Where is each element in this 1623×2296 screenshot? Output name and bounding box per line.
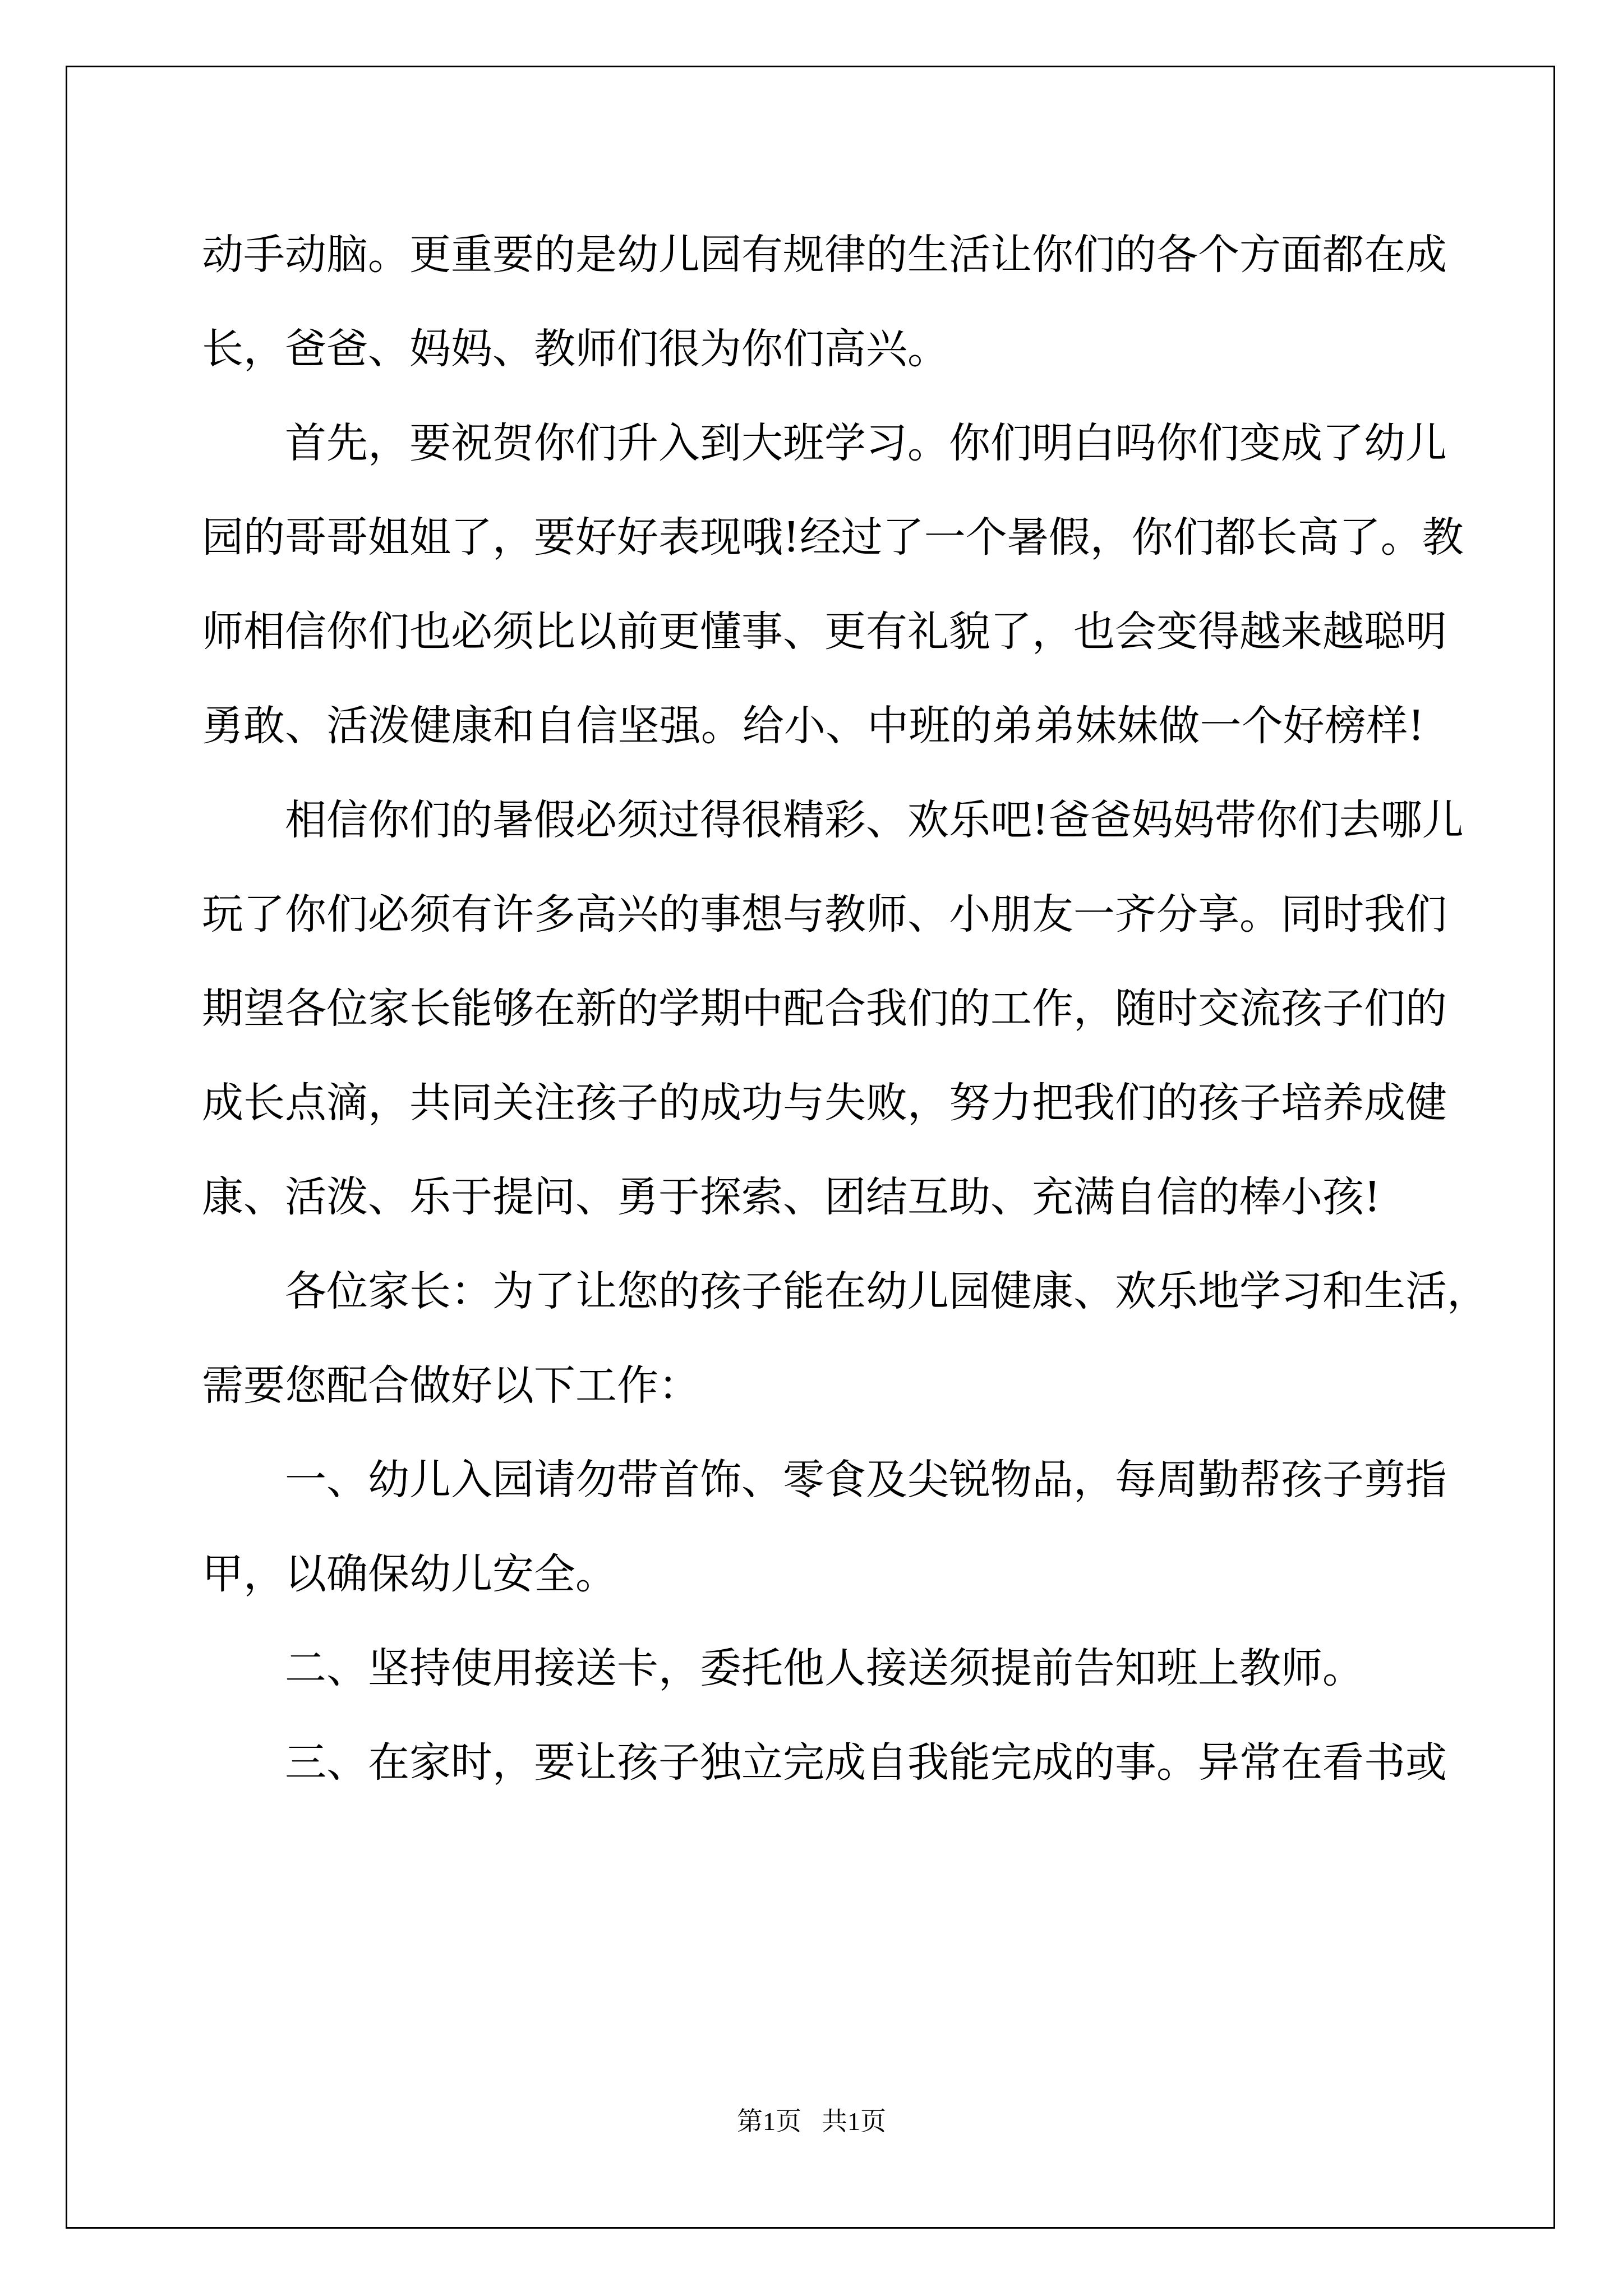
text-line: 勇敢、活泼健康和自信坚强。给小、中班的弟弟妹妹做一个好榜样! xyxy=(202,702,1424,750)
text-line: 师相信你们也必须比以前更懂事、更有礼貌了，也会变得越来越聪明 xyxy=(202,608,1447,656)
text-line: 期望各位家长能够在新的学期中配合我们的工作，随时交流孩子们的 xyxy=(202,984,1447,1033)
text-line: 一、幼儿入园请勿带首饰、零食及尖锐物品，每周勤帮孩子剪指 xyxy=(285,1456,1447,1504)
text-line: 成长点滴，共同关注孩子的成功与失败，努力把我们的孩子培养成健 xyxy=(202,1079,1447,1127)
text-line: 玩了你们必须有许多高兴的事想与教师、小朋友一齐分享。同时我们 xyxy=(202,890,1447,938)
page-total: 共1页 xyxy=(822,2107,886,2136)
text-line: 园的哥哥姐姐了，要好好表现哦!经过了一个暑假，你们都长高了。教 xyxy=(202,513,1464,562)
text-line: 各位家长：为了让您的孩子能在幼儿园健康、欢乐地学习和生活， xyxy=(285,1267,1488,1315)
text-line: 相信你们的暑假必须过得很精彩、欢乐吧!爸爸妈妈带你们去哪儿 xyxy=(285,796,1464,844)
page-number: 第1页 xyxy=(737,2107,801,2136)
page-footer xyxy=(0,2105,1623,2138)
text-line: 长，爸爸、妈妈、教师们很为你们高兴。 xyxy=(202,325,949,373)
text-line: 康、活泼、乐于提问、勇于探索、团结互助、充满自信的棒小孩! xyxy=(202,1173,1381,1221)
text-line: 三、在家时，要让孩子独立完成自我能完成的事。异常在看书或 xyxy=(285,1738,1447,1787)
text-line: 首先，要祝贺你们升入到大班学习。你们明白吗你们变成了幼儿 xyxy=(285,419,1447,467)
document-body xyxy=(202,208,1488,1810)
text-line: 二、坚持使用接送卡，委托他人接送须提前告知班上教师。 xyxy=(285,1644,1364,1692)
text-line: 动手动脑。更重要的是幼儿园有规律的生活让你们的各个方面都在成 xyxy=(202,231,1447,279)
text-line: 需要您配合做好以下工作： xyxy=(202,1361,700,1410)
text-line: 甲，以确保幼儿安全。 xyxy=(202,1550,617,1598)
